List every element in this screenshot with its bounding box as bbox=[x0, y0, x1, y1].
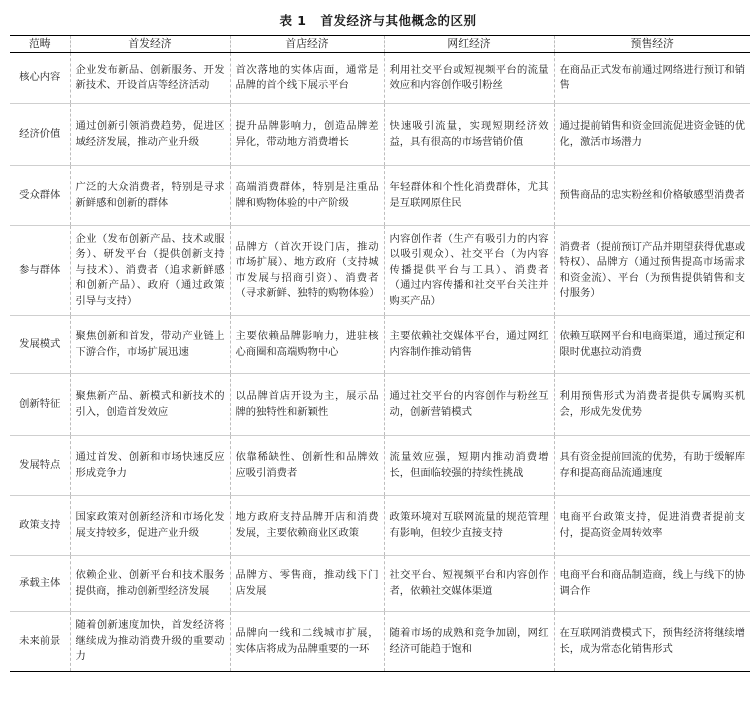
cell-influencer-economy: 随着市场的成熟和竞争加剧，网红经济可能趋于饱和 bbox=[384, 612, 554, 672]
cell-first-store-economy: 品牌方（首次开设门店，推动市场扩展）、地方政府（支持城市发展与招商引资）、消费者（寻求新鲜、独特的购物体验） bbox=[230, 226, 384, 316]
cell-first-store-economy: 品牌方、零售商，推动线下门店发展 bbox=[230, 556, 384, 612]
cell-launch-economy: 企业（发布创新产品、技术或服务）、研发平台（提供创新支持与技术）、消费者（追求新鲜感和创新产品）、政府（通过政策引导与支持） bbox=[70, 226, 230, 316]
cell-first-store-economy: 首次落地的实体店面，通常是品牌的首个线下展示平台 bbox=[230, 53, 384, 104]
row-dimension: 发展模式 bbox=[10, 316, 70, 374]
cell-presale-economy: 通过提前销售和资金回流促进资金链的优化，激活市场潜力 bbox=[554, 104, 750, 166]
cell-influencer-economy: 社交平台、短视频平台和内容创作者，依赖社交媒体渠道 bbox=[384, 556, 554, 612]
row-dimension: 发展特点 bbox=[10, 436, 70, 496]
header-first-store-economy: 首店经济 bbox=[230, 36, 384, 53]
cell-influencer-economy: 政策环境对互联网流量的规范管理有影响，但较少直接支持 bbox=[384, 496, 554, 556]
cell-first-store-economy: 依靠稀缺性、创新性和品牌效应吸引消费者 bbox=[230, 436, 384, 496]
cell-first-store-economy: 主要依赖品牌影响力，进驻核心商圈和高端购物中心 bbox=[230, 316, 384, 374]
cell-influencer-economy: 利用社交平台或短视频平台的流量效应和内容创作吸引粉丝 bbox=[384, 53, 554, 104]
cell-presale-economy: 利用预售形式为消费者提供专属购买机会，形成先发优势 bbox=[554, 374, 750, 436]
row-dimension: 政策支持 bbox=[10, 496, 70, 556]
row-dimension: 参与群体 bbox=[10, 226, 70, 316]
cell-first-store-economy: 以品牌首店开设为主，展示品牌的独特性和新颖性 bbox=[230, 374, 384, 436]
table-row bbox=[10, 316, 750, 374]
table-title: 首发经济与其他概念的区别 bbox=[320, 13, 477, 28]
cell-influencer-economy: 主要依赖社交媒体平台，通过网红内容制作推动销售 bbox=[384, 316, 554, 374]
cell-launch-economy: 国家政策对创新经济和市场化发展支持较多，促进产业升级 bbox=[70, 496, 230, 556]
table-row bbox=[10, 53, 750, 104]
cell-presale-economy: 具有资金提前回流的优势，有助于缓解库存和提高商品流通速度 bbox=[554, 436, 750, 496]
table-row bbox=[10, 374, 750, 436]
cell-presale-economy: 电商平台和商品制造商，线上与线下的协调合作 bbox=[554, 556, 750, 612]
cell-presale-economy: 预售商品的忠实粉丝和价格敏感型消费者 bbox=[554, 166, 750, 226]
cell-influencer-economy: 通过社交平台的内容创作与粉丝互动，创新营销模式 bbox=[384, 374, 554, 436]
table-row bbox=[10, 226, 750, 316]
cell-launch-economy: 通过首发、创新和市场快速反应形成竞争力 bbox=[70, 436, 230, 496]
row-dimension: 受众群体 bbox=[10, 166, 70, 226]
table-body bbox=[10, 53, 750, 672]
table-row bbox=[10, 166, 750, 226]
cell-launch-economy: 依赖企业、创新平台和技术服务提供商，推动创新型经济发展 bbox=[70, 556, 230, 612]
cell-influencer-economy: 流量效应强，短期内推动消费增长，但面临较强的持续性挑战 bbox=[384, 436, 554, 496]
table-caption bbox=[0, 11, 756, 29]
row-dimension: 承载主体 bbox=[10, 556, 70, 612]
header-launch-economy: 首发经济 bbox=[70, 36, 230, 53]
table-row bbox=[10, 556, 750, 612]
cell-launch-economy: 广泛的大众消费者，特别是寻求新鲜感和创新的群体 bbox=[70, 166, 230, 226]
cell-presale-economy: 在互联网消费模式下，预售经济将继续增长，成为常态化销售形式 bbox=[554, 612, 750, 672]
cell-presale-economy: 电商平台政策支持，促进消费者提前支付，提高资金周转效率 bbox=[554, 496, 750, 556]
cell-presale-economy: 依赖互联网平台和电商渠道，通过预定和限时优惠拉动消费 bbox=[554, 316, 750, 374]
header-dimension: 范畴 bbox=[10, 36, 70, 53]
cell-first-store-economy: 品牌向一线和二线城市扩展，实体店将成为品牌重要的一环 bbox=[230, 612, 384, 672]
table-row bbox=[10, 436, 750, 496]
cell-presale-economy: 消费者（提前预订产品并期望获得优惠或特权）、品牌方（通过预售提高市场需求和资金流）、平台（为预售提供销售和支付服务） bbox=[554, 226, 750, 316]
row-dimension: 经济价值 bbox=[10, 104, 70, 166]
comparison-table bbox=[10, 35, 750, 672]
cell-first-store-economy: 高端消费群体，特别是注重品牌和购物体验的中产阶级 bbox=[230, 166, 384, 226]
cell-launch-economy: 聚焦新产品、新模式和新技术的引入，创造首发效应 bbox=[70, 374, 230, 436]
table-row bbox=[10, 612, 750, 672]
header-influencer-economy: 网红经济 bbox=[384, 36, 554, 53]
table-number: 表 1 bbox=[279, 13, 307, 28]
row-dimension: 核心内容 bbox=[10, 53, 70, 104]
cell-launch-economy: 通过创新引领消费趋势，促进区域经济发展，推动产业升级 bbox=[70, 104, 230, 166]
cell-launch-economy: 聚焦创新和首发，带动产业链上下游合作，市场扩展迅速 bbox=[70, 316, 230, 374]
cell-influencer-economy: 快速吸引流量，实现短期经济效益，具有很高的市场营销价值 bbox=[384, 104, 554, 166]
table-row bbox=[10, 496, 750, 556]
cell-influencer-economy: 年轻群体和个性化消费群体，尤其是互联网原住民 bbox=[384, 166, 554, 226]
row-dimension: 未来前景 bbox=[10, 612, 70, 672]
cell-influencer-economy: 内容创作者（生产有吸引力的内容以吸引观众）、社交平台（为内容传播提供平台与工具）、消费者（通过内容传播和社交平台关注并购买产品） bbox=[384, 226, 554, 316]
cell-launch-economy: 随着创新速度加快，首发经济将继续成为推动消费升级的重要动力 bbox=[70, 612, 230, 672]
header-presale-economy: 预售经济 bbox=[554, 36, 750, 53]
cell-presale-economy: 在商品正式发布前通过网络进行预订和销售 bbox=[554, 53, 750, 104]
cell-first-store-economy: 提升品牌影响力，创造品牌差异化，带动地方消费增长 bbox=[230, 104, 384, 166]
row-dimension: 创新特征 bbox=[10, 374, 70, 436]
table-row bbox=[10, 104, 750, 166]
cell-first-store-economy: 地方政府支持品牌开店和消费发展，主要依赖商业区政策 bbox=[230, 496, 384, 556]
cell-launch-economy: 企业发布新品、创新服务、开发新技术、开设首店等经济活动 bbox=[70, 53, 230, 104]
header-row bbox=[10, 36, 750, 53]
